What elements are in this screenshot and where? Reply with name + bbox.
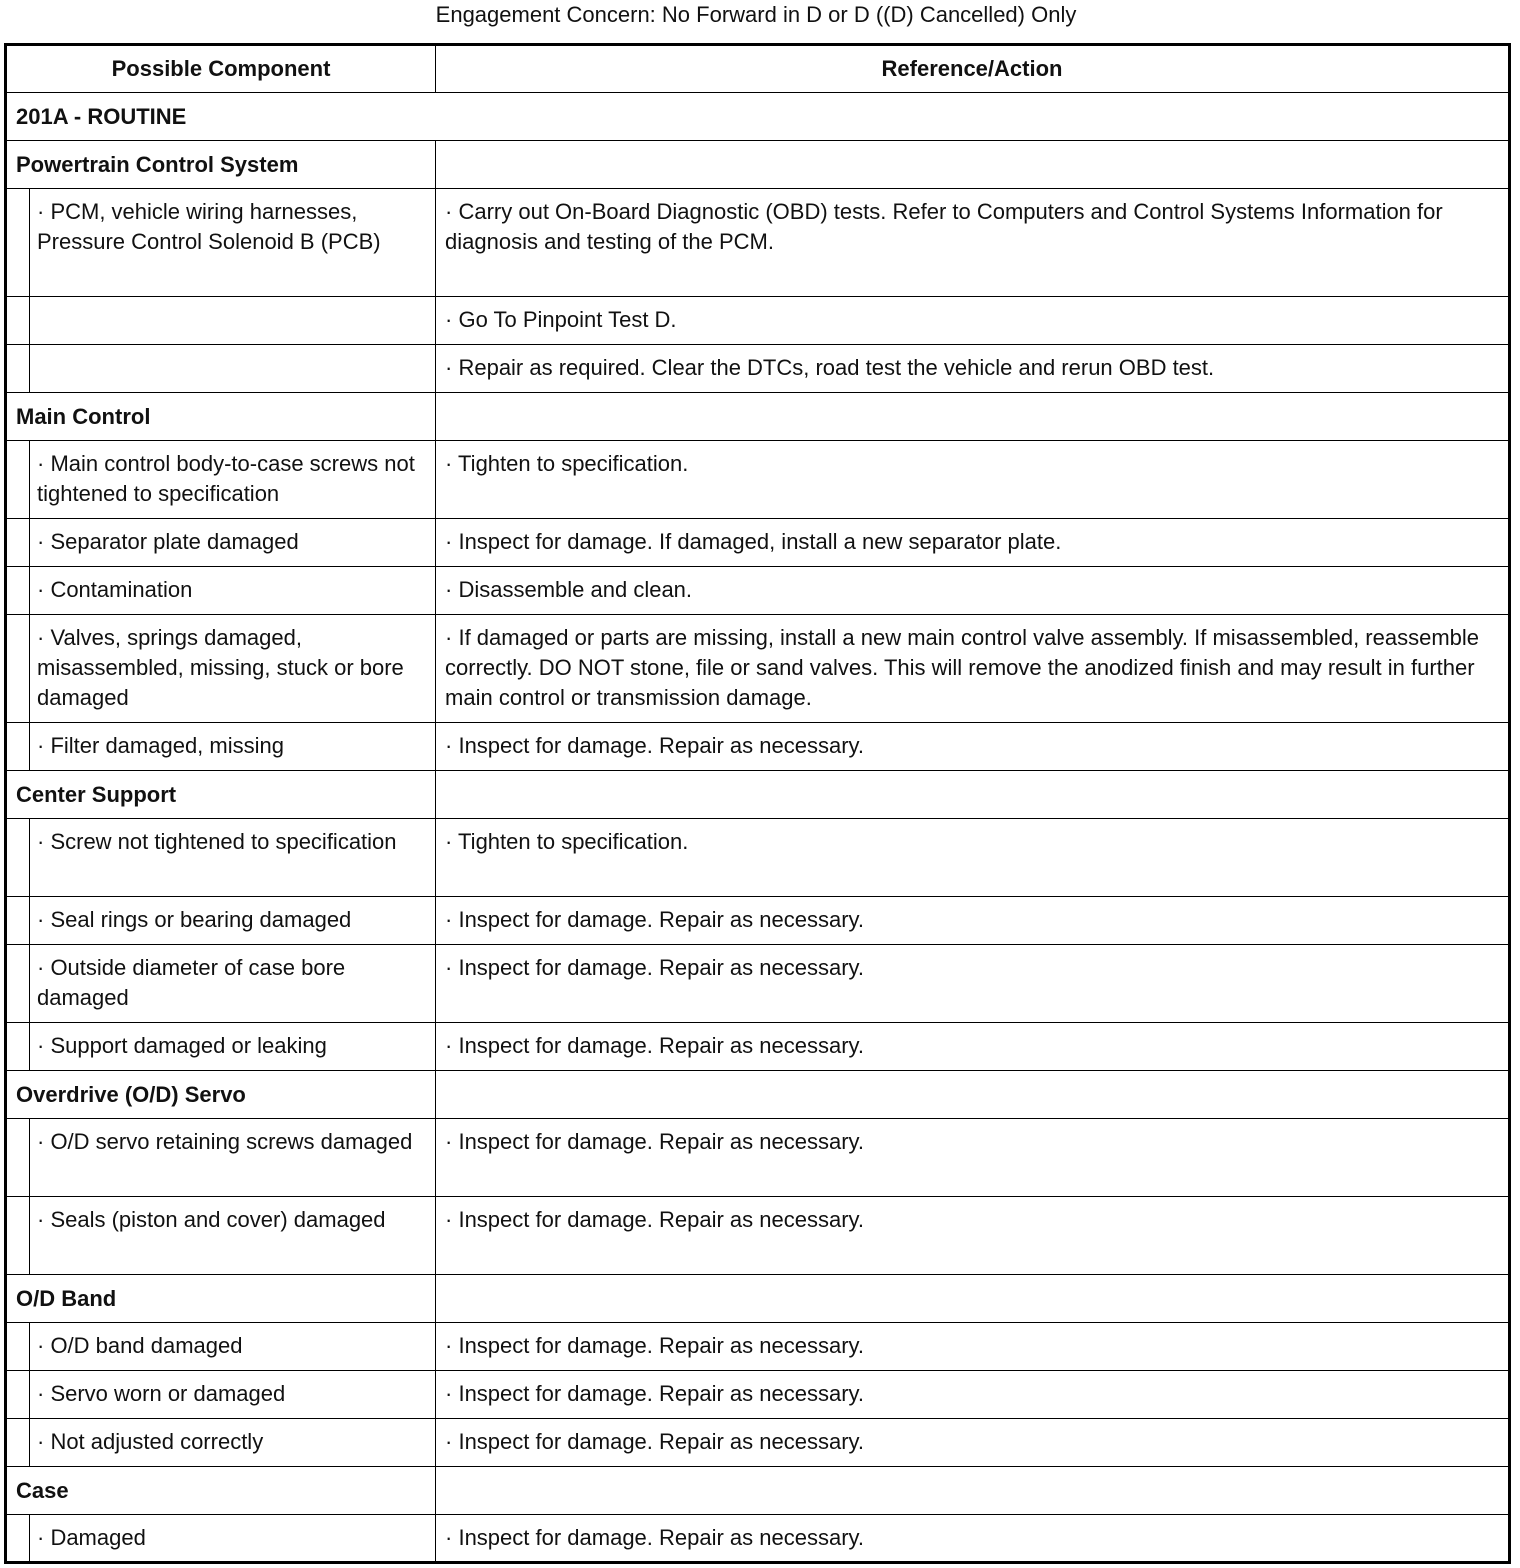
component-cell: · O/D band damaged [30, 1323, 436, 1371]
section-label: O/D Band [6, 1275, 436, 1323]
table-row [6, 945, 1510, 1023]
action-cell: · Carry out On-Board Diagnostic (OBD) tests. Refer to Computers and Control Systems Information for diagnosis and testing of the PCM. [436, 189, 1510, 297]
indent-cell [6, 1119, 30, 1197]
action-cell: · Tighten to specification. [436, 819, 1510, 897]
diagnosis-table [4, 43, 1511, 1564]
column-header-action: Reference/Action [436, 45, 1510, 93]
section-row [6, 1071, 1510, 1119]
section-action-empty [436, 771, 1510, 819]
action-cell: · Inspect for damage. Repair as necessary. [436, 1371, 1510, 1419]
table-row [6, 345, 1510, 393]
component-cell: · O/D servo retaining screws damaged [30, 1119, 436, 1197]
indent-cell [6, 1197, 30, 1275]
indent-cell [6, 723, 30, 771]
section-label: Powertrain Control System [6, 141, 436, 189]
section-row [6, 771, 1510, 819]
component-cell: · Screw not tightened to specification [30, 819, 436, 897]
component-cell: · Main control body-to-case screws not tightened to specification [30, 441, 436, 519]
component-cell: · Servo worn or damaged [30, 1371, 436, 1419]
indent-cell [6, 945, 30, 1023]
indent-cell [6, 897, 30, 945]
indent-cell [6, 189, 30, 297]
component-cell: · Damaged [30, 1515, 436, 1563]
indent-cell [6, 567, 30, 615]
table-row [6, 519, 1510, 567]
indent-cell [6, 345, 30, 393]
table-row [6, 1023, 1510, 1071]
table-row [6, 441, 1510, 519]
section-action-empty [436, 1275, 1510, 1323]
action-cell: · Inspect for damage. Repair as necessary. [436, 1197, 1510, 1275]
indent-cell [6, 297, 30, 345]
action-cell: · Disassemble and clean. [436, 567, 1510, 615]
indent-cell [6, 1371, 30, 1419]
indent-cell [6, 1023, 30, 1071]
action-cell: · Go To Pinpoint Test D. [436, 297, 1510, 345]
column-header-component: Possible Component [6, 45, 436, 93]
section-label: Center Support [6, 771, 436, 819]
action-cell: · Inspect for damage. If damaged, install a new separator plate. [436, 519, 1510, 567]
section-row [6, 141, 1510, 189]
document-title: Engagement Concern: No Forward in D or D ((D) Cancelled) Only [435, 2, 1077, 27]
action-cell: · Inspect for damage. Repair as necessary. [436, 723, 1510, 771]
component-cell: · Outside diameter of case bore damaged [30, 945, 436, 1023]
component-cell: · Support damaged or leaking [30, 1023, 436, 1071]
table-row [6, 1197, 1510, 1275]
component-cell: · PCM, vehicle wiring harnesses, Pressure Control Solenoid B (PCB) [30, 189, 436, 297]
table-row [6, 1371, 1510, 1419]
section-row [6, 1467, 1510, 1515]
action-cell: · Inspect for damage. Repair as necessary. [436, 1515, 1510, 1563]
action-cell: · Inspect for damage. Repair as necessary. [436, 897, 1510, 945]
indent-cell [6, 1323, 30, 1371]
action-cell: · Inspect for damage. Repair as necessary. [436, 1419, 1510, 1467]
section-action-empty [436, 141, 1510, 189]
action-cell: · Inspect for damage. Repair as necessary. [436, 1023, 1510, 1071]
indent-cell [6, 615, 30, 723]
component-cell: · Valves, springs damaged, misassembled, missing, stuck or bore damaged [30, 615, 436, 723]
component-cell: · Filter damaged, missing [30, 723, 436, 771]
section-label: Case [6, 1467, 436, 1515]
indent-cell [6, 519, 30, 567]
table-row [6, 1515, 1510, 1563]
component-cell: · Contamination [30, 567, 436, 615]
action-cell: · Inspect for damage. Repair as necessary. [436, 1323, 1510, 1371]
section-action-empty [436, 1071, 1510, 1119]
indent-cell [6, 441, 30, 519]
section-row [6, 393, 1510, 441]
section-label: Main Control [6, 393, 436, 441]
component-cell: · Not adjusted correctly [30, 1419, 436, 1467]
indent-cell [6, 1419, 30, 1467]
table-row [6, 819, 1510, 897]
table-row [6, 567, 1510, 615]
routine-row [6, 93, 1510, 141]
table-row [6, 297, 1510, 345]
table-header-row [6, 45, 1510, 93]
component-cell: · Separator plate damaged [30, 519, 436, 567]
table-row [6, 1323, 1510, 1371]
component-cell [30, 297, 436, 345]
component-cell: · Seals (piston and cover) damaged [30, 1197, 436, 1275]
action-cell: · If damaged or parts are missing, install a new main control valve assembly. If misassembled, reassemble correctly. DO NOT stone, file or sand valves. This will remove the anodized finish and may result in further main control or transmission damage. [436, 615, 1510, 723]
table-row [6, 897, 1510, 945]
table-row [6, 189, 1510, 297]
indent-cell [6, 1515, 30, 1563]
table-row [6, 1419, 1510, 1467]
action-cell: · Repair as required. Clear the DTCs, road test the vehicle and rerun OBD test. [436, 345, 1510, 393]
section-row [6, 1275, 1510, 1323]
action-cell: · Inspect for damage. Repair as necessary. [436, 945, 1510, 1023]
section-label: Overdrive (O/D) Servo [6, 1071, 436, 1119]
component-cell [30, 345, 436, 393]
table-row [6, 723, 1510, 771]
action-cell: · Tighten to specification. [436, 441, 1510, 519]
section-action-empty [436, 393, 1510, 441]
action-cell: · Inspect for damage. Repair as necessary. [436, 1119, 1510, 1197]
table-row [6, 1119, 1510, 1197]
indent-cell [6, 819, 30, 897]
routine-label: 201A - ROUTINE [6, 93, 1510, 141]
table-row [6, 615, 1510, 723]
component-cell: · Seal rings or bearing damaged [30, 897, 436, 945]
section-action-empty [436, 1467, 1510, 1515]
